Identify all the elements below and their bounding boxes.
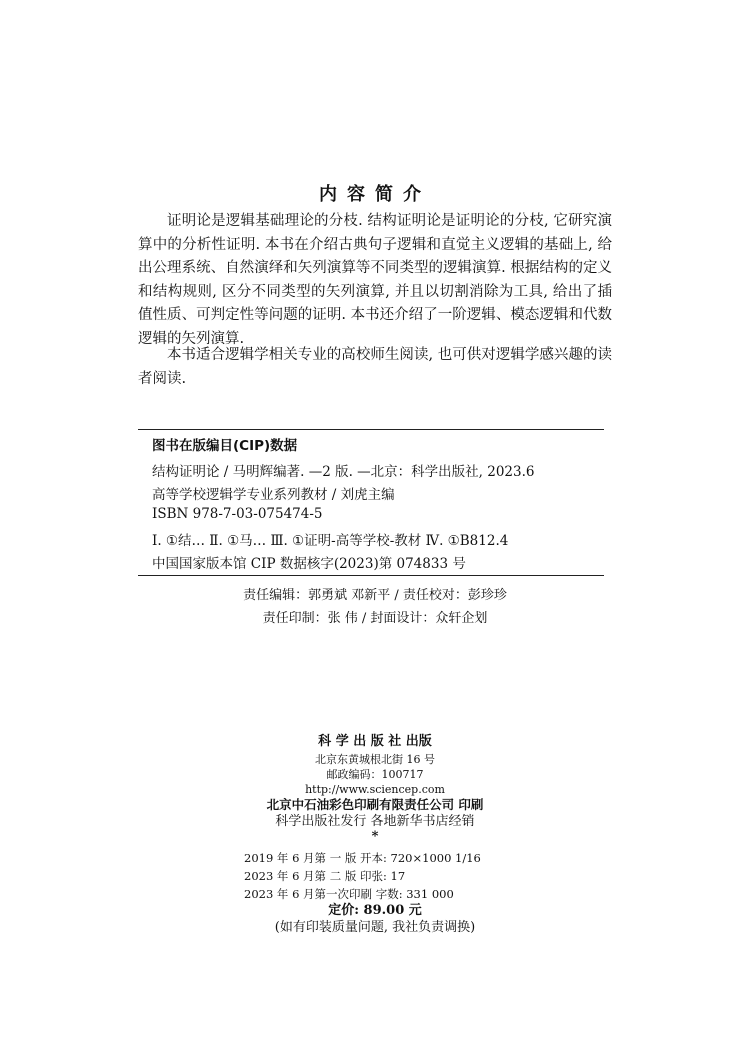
cip-classification-line: Ⅰ. ①结… Ⅱ. ①马… Ⅲ. ①证明-高等学校-教材 Ⅳ. ①B812.4: [152, 533, 509, 549]
section-title: 内容简介: [319, 184, 431, 205]
cip-isbn-line: ISBN 978-7-03-075474-5: [152, 506, 323, 522]
publisher-line: 科 学 出 版 社 出版: [318, 734, 432, 749]
edition-spec-line-2: 2023 年 6 月第 二 版 印张: 17: [244, 869, 406, 883]
editor-credits: 责任编辑：郭勇斌 邓新平 / 责任校对：彭珍珍: [243, 588, 507, 603]
separator-star: *: [371, 829, 379, 844]
cip-series-line: 高等学校逻辑学专业系列教材 / 刘虎主编: [152, 487, 395, 503]
publisher-url: http://www.sciencep.com: [305, 783, 445, 796]
distribution-line: 科学出版社发行 各地新华书店经销: [275, 814, 475, 829]
price-line: 定价: 89.00 元: [328, 903, 422, 918]
publisher-address: 北京东黄城根北街 16 号: [315, 753, 435, 766]
intro-paragraph-2: 本书适合逻辑学相关专业的高校师生阅读, 也可供对逻辑学感兴趣的读者阅读.: [138, 347, 612, 387]
edition-spec-line-1: 2019 年 6 月第 一 版 开本: 720×1000 1/16: [244, 851, 481, 865]
cip-record-line: 中国国家版本馆 CIP 数据核字(2023)第 074833 号: [152, 556, 466, 572]
cip-title-line: 结构证明论 / 马明辉编著. —2 版. —北京：科学出版社, 2023.6: [152, 464, 535, 480]
publisher-postcode: 邮政编码：100717: [326, 768, 424, 781]
quality-notice: (如有印装质量问题, 我社负责调换): [274, 920, 476, 935]
printer-line: 北京中石油彩色印刷有限责任公司 印刷: [266, 797, 484, 812]
edition-spec-line-3: 2023 年 6 月第一次印刷 字数: 331 000: [244, 887, 454, 901]
cip-top-rule: [138, 429, 604, 430]
cip-heading: 图书在版编目(CIP)数据: [152, 438, 298, 454]
cip-bottom-rule: [138, 575, 604, 576]
intro-paragraph-1: 证明论是逻辑基础理论的分枝. 结构证明论是证明论的分枝, 它研究演算中的分析性证明. 本书在介绍古典句子逻辑和直觉主义逻辑的基础上, 给出公理系统、自然演绎和矢列演算等不同类型的逻辑演算. 根据结构的定义和结构规则, 区分不同类型的矢列演算, 并且以切割消除为工具, 给出了插值性质、可判定性等问题的证明. 本书还介绍了一阶逻辑、模态逻辑和代数逻辑的矢列演算.: [138, 213, 612, 347]
production-credits: 责任印制：张 伟 / 封面设计：众轩企划: [262, 611, 488, 626]
